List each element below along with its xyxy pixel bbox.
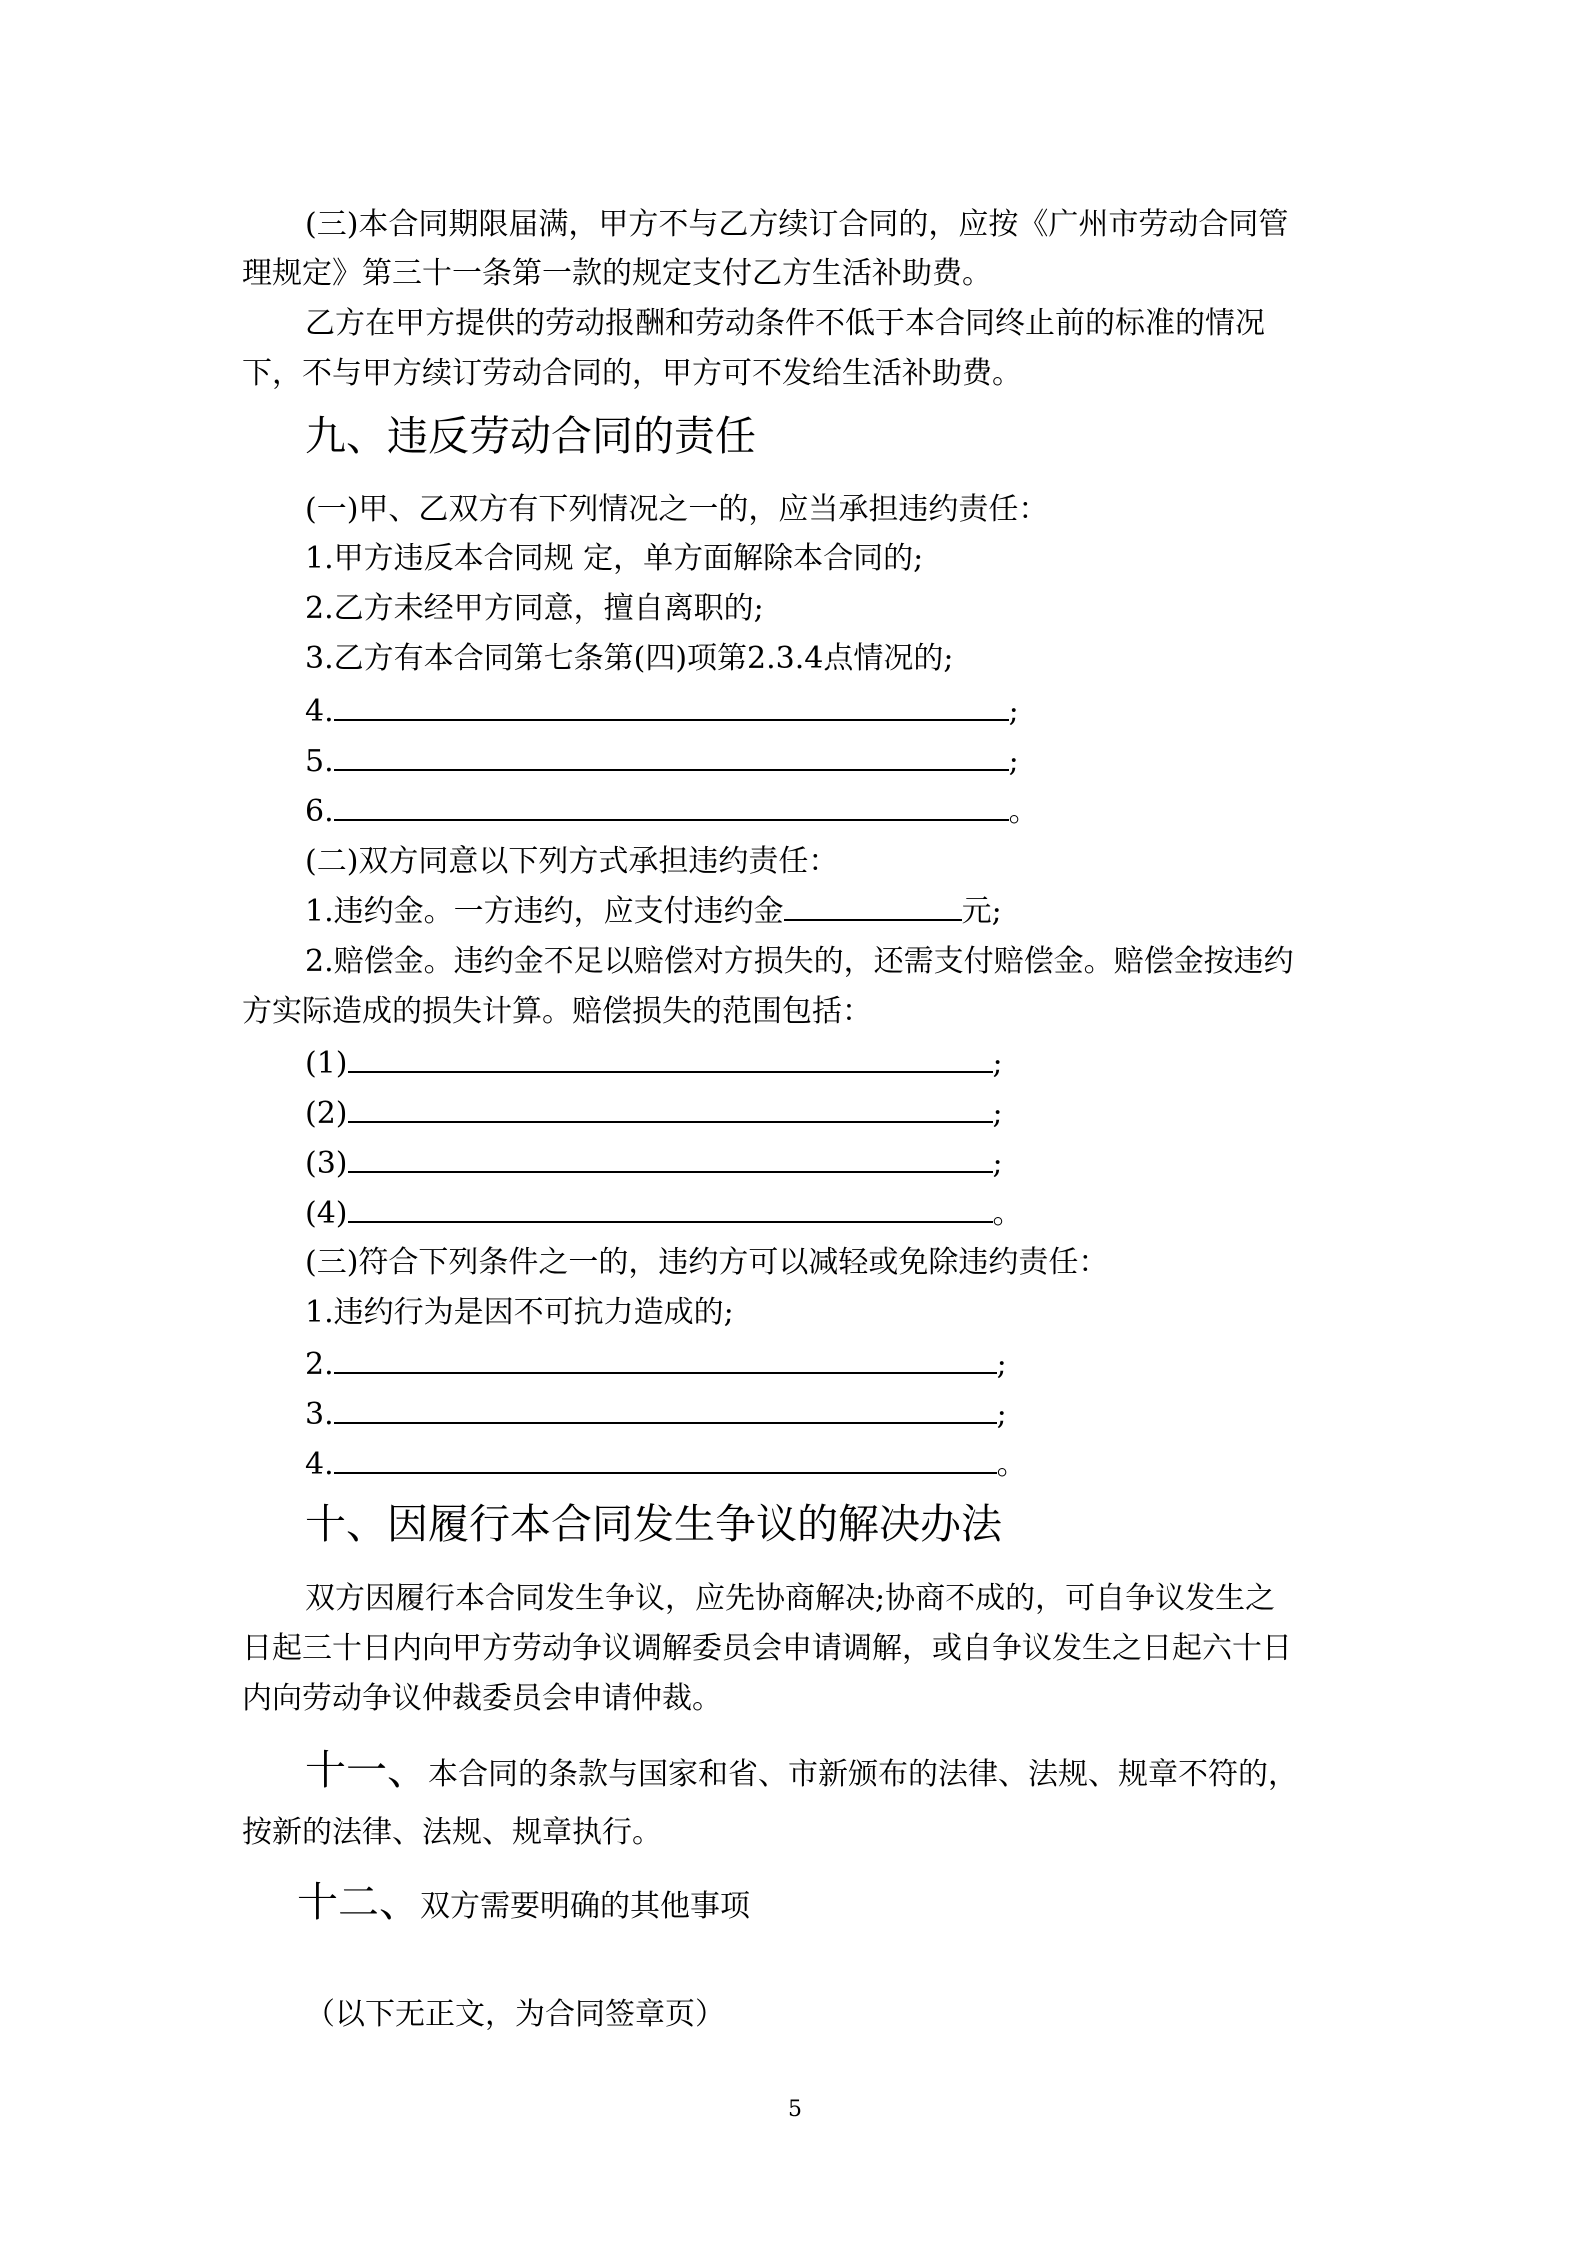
blank-list-item (305, 1042, 1003, 1086)
fill-in-blank[interactable] (334, 1444, 997, 1474)
item-label: 4. (305, 694, 334, 729)
section-paragraph (297, 1874, 750, 1935)
section-text: 双方需要明确的其他事项 (420, 1889, 750, 1924)
blank-list-item (305, 740, 1019, 784)
fill-in-blank[interactable] (334, 741, 1009, 771)
closing-note: （以下无正文，为合同签章页） (305, 1997, 725, 2032)
fill-in-blank[interactable] (334, 1394, 997, 1424)
item-label: (1) (305, 1046, 348, 1081)
section-number: 十二、 (297, 1878, 420, 1926)
penalty-line (305, 890, 1002, 934)
item-label: 3. (305, 1397, 334, 1432)
list-item: 1.违约行为是因不可抗力造成的; (305, 1295, 734, 1330)
item-end: ; (992, 1046, 1003, 1081)
penalty-amount-blank[interactable] (784, 891, 962, 921)
penalty-prefix: 1.违约金。一方违约，应支付违约金 (305, 894, 784, 929)
fill-in-blank[interactable] (348, 1193, 993, 1223)
blank-list-item (305, 1393, 1007, 1437)
fill-in-blank[interactable] (348, 1093, 993, 1123)
section-text: 本合同的条款与国家和省、市新颁布的法律、法规、规章不符的， (428, 1757, 1298, 1792)
subsection-title: (二)双方同意以下列方式承担违约责任： (305, 844, 839, 879)
item-end: ; (996, 1397, 1007, 1432)
fill-in-blank[interactable] (334, 691, 1009, 721)
item-end: ; (996, 1347, 1007, 1382)
item-end: ; (1008, 694, 1019, 729)
section-paragraph (305, 1742, 1298, 1803)
page-number: 5 (788, 2097, 802, 2122)
paragraph-line: 下，不与甲方续订劳动合同的，甲方可不发给生活补助费。 (242, 356, 1022, 391)
blank-list-item (305, 1343, 1007, 1387)
subsection-title: (三)符合下列条件之一的，违约方可以减轻或免除违约责任： (305, 1245, 1109, 1280)
paragraph-line: 2.赔偿金。违约金不足以赔偿对方损失的，还需支付赔偿金。赔偿金按违约 (305, 944, 1294, 979)
paragraph-line: 双方因履行本合同发生争议，应先协商解决;协商不成的，可自争议发生之 (305, 1581, 1276, 1616)
section-number: 十一、 (305, 1746, 428, 1794)
item-end: ; (992, 1146, 1003, 1181)
fill-in-blank[interactable] (348, 1143, 993, 1173)
blank-list-item (305, 790, 1039, 834)
fill-in-blank[interactable] (334, 1344, 997, 1374)
item-label: (4) (305, 1196, 348, 1231)
paragraph-line: 按新的法律、法规、规章执行。 (242, 1815, 662, 1850)
paragraph-line: 方实际造成的损失计算。赔偿损失的范围包括： (242, 994, 872, 1029)
list-item: 2.乙方未经甲方同意，擅自离职的; (305, 591, 764, 626)
item-label: 6. (305, 794, 334, 829)
penalty-suffix: 元; (961, 894, 1002, 929)
list-item: 3.乙方有本合同第七条第(四)项第2.3.4点情况的; (305, 641, 954, 676)
paragraph-line: 理规定》第三十一条第一款的规定支付乙方生活补助费。 (242, 256, 992, 291)
item-end: 。 (996, 1447, 1027, 1482)
item-label: 4. (305, 1447, 334, 1482)
item-label: 2. (305, 1347, 334, 1382)
blank-list-item (305, 1142, 1003, 1186)
list-item: 1.甲方违反本合同规 定，单方面解除本合同的; (305, 541, 924, 576)
item-end: 。 (992, 1196, 1023, 1231)
paragraph-line: 日起三十日内向甲方劳动争议调解委员会申请调解，或自争议发生之日起六十日 (242, 1631, 1292, 1666)
item-end: ; (992, 1096, 1003, 1131)
section-heading: 十、因履行本合同发生争议的解决办法 (305, 1500, 1002, 1548)
item-label: (3) (305, 1146, 348, 1181)
fill-in-blank[interactable] (348, 1043, 993, 1073)
section-heading: 九、违反劳动合同的责任 (305, 412, 756, 460)
paragraph-line: 乙方在甲方提供的劳动报酬和劳动条件不低于本合同终止前的标准的情况 (305, 306, 1265, 341)
blank-list-item (305, 690, 1019, 734)
blank-list-item (305, 1443, 1027, 1487)
blank-list-item (305, 1192, 1023, 1236)
fill-in-blank[interactable] (334, 791, 1009, 821)
paragraph-line: 内向劳动争议仲裁委员会申请仲裁。 (242, 1681, 722, 1716)
item-label: (2) (305, 1096, 348, 1131)
paragraph-line: (三)本合同期限届满，甲方不与乙方续订合同的，应按《广州市劳动合同管 (305, 207, 1289, 242)
item-end: 。 (1008, 794, 1039, 829)
subsection-title: (一)甲、乙双方有下列情况之一的，应当承担违约责任： (305, 492, 1049, 527)
item-end: ; (1008, 744, 1019, 779)
item-label: 5. (305, 744, 334, 779)
blank-list-item (305, 1092, 1003, 1136)
